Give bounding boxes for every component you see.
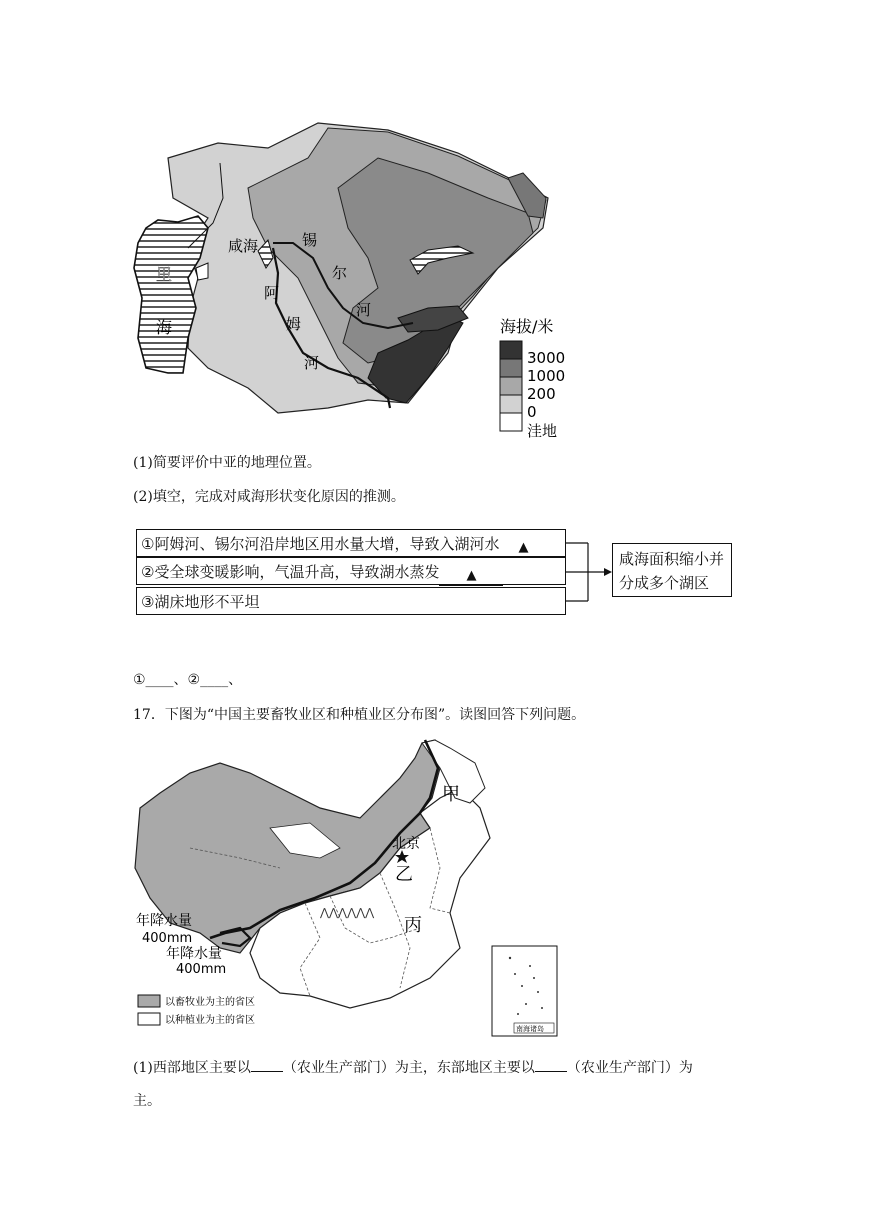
label-beijing: 北京 — [392, 836, 420, 852]
label-aral: 咸海 — [228, 237, 259, 255]
label-amu-2: 姆 — [286, 315, 302, 333]
legend-swatch-lowland — [500, 413, 522, 431]
legend-label-1000: 1000 — [527, 367, 566, 385]
legend-swatch-200 — [500, 377, 522, 395]
legend-label-200: 200 — [527, 385, 556, 403]
question-1: (1)简要评价中亚的地理位置。 — [133, 455, 321, 471]
question-17-stem: 17．下图为“中国主要畜牧业区和种植业区分布图”。读图回答下列问题。 — [133, 707, 586, 723]
inset-label: 南海诸岛 — [516, 1025, 544, 1033]
legend-pastoral-label: 以畜牧业为主的省区 — [165, 997, 255, 1008]
label-amu-3: 河 — [304, 354, 320, 372]
label-jia: 甲 — [442, 784, 460, 805]
china-agriculture-map — [130, 738, 560, 1038]
flow-row-3 — [136, 587, 566, 615]
answer-line[interactable]: ①____、②____、 — [133, 672, 243, 688]
flow-row-1-text: ①阿姆河、锡尔河沿岸地区用水量大增，导致入湖河水 — [141, 535, 500, 553]
legend-swatch-1000 — [500, 359, 522, 377]
label-rain1-a: 年降水量 — [136, 913, 192, 929]
question-2: (2)填空，完成对咸海形状变化原因的推测。 — [133, 489, 405, 505]
legend-farming-swatch — [138, 1013, 160, 1025]
q17-1-part-c: （农业生产部门）为 — [566, 1060, 693, 1076]
legend-title: 海拔/米 — [500, 317, 554, 336]
label-rain2-b: 400mm — [176, 962, 227, 977]
blank-east[interactable] — [535, 1057, 567, 1072]
label-yi: 乙 — [395, 864, 413, 885]
q17-1-part-a: (1)西部地区主要以 — [133, 1060, 251, 1076]
flow-result-box: 咸海面积缩小并分成多个湖区 — [612, 543, 732, 597]
label-amu-1: 阿 — [264, 284, 280, 302]
label-syr-1: 锡 — [302, 231, 318, 249]
flow-row-1-blank[interactable] — [499, 539, 547, 558]
label-rain1-b: 400mm — [142, 931, 193, 946]
label-caspian-2: 海 — [156, 318, 173, 337]
legend — [500, 341, 565, 440]
flow-row-2 — [136, 557, 566, 585]
label-rain2-a: 年降水量 — [166, 946, 222, 962]
flow-row-1 — [136, 529, 566, 557]
legend-farming-label: 以种植业为主的省区 — [165, 1015, 255, 1026]
svg-text:⋀⋀⋀⋀⋀⋀: ⋀⋀⋀⋀⋀⋀ — [320, 906, 375, 919]
legend-label-3000: 3000 — [527, 349, 566, 367]
central-asia-map — [128, 118, 588, 443]
legend-pastoral-swatch — [138, 995, 160, 1007]
flow-row-2-text: ②受全球变暖影响，气温升高，导致湖水蒸发 — [141, 563, 440, 581]
triangle-marker: ▲ — [518, 540, 529, 555]
label-bing: 丙 — [404, 915, 422, 936]
question-17-1 — [133, 1057, 693, 1078]
legend-label-0: 0 — [527, 403, 537, 421]
legend-swatch-3000 — [500, 341, 522, 359]
south-china-sea-inset — [492, 946, 557, 1036]
label-syr-3: 河 — [356, 301, 372, 319]
label-syr-2: 尔 — [332, 264, 348, 282]
label-caspian-1: 里 — [156, 265, 173, 284]
question-17-1-end: 主。 — [133, 1093, 161, 1109]
legend-swatch-0 — [500, 395, 522, 413]
q17-1-part-b: （农业生产部门）为主，东部地区主要以 — [282, 1060, 535, 1076]
flow-bracket-arrow — [566, 529, 616, 619]
flow-row-2-blank[interactable] — [439, 567, 503, 586]
triangle-marker: ▲ — [466, 568, 477, 583]
blank-west[interactable] — [251, 1057, 283, 1072]
legend-label-lowland: 洼地 — [527, 422, 558, 440]
flow-row-3-text: ③湖床地形不平坦 — [141, 593, 260, 611]
